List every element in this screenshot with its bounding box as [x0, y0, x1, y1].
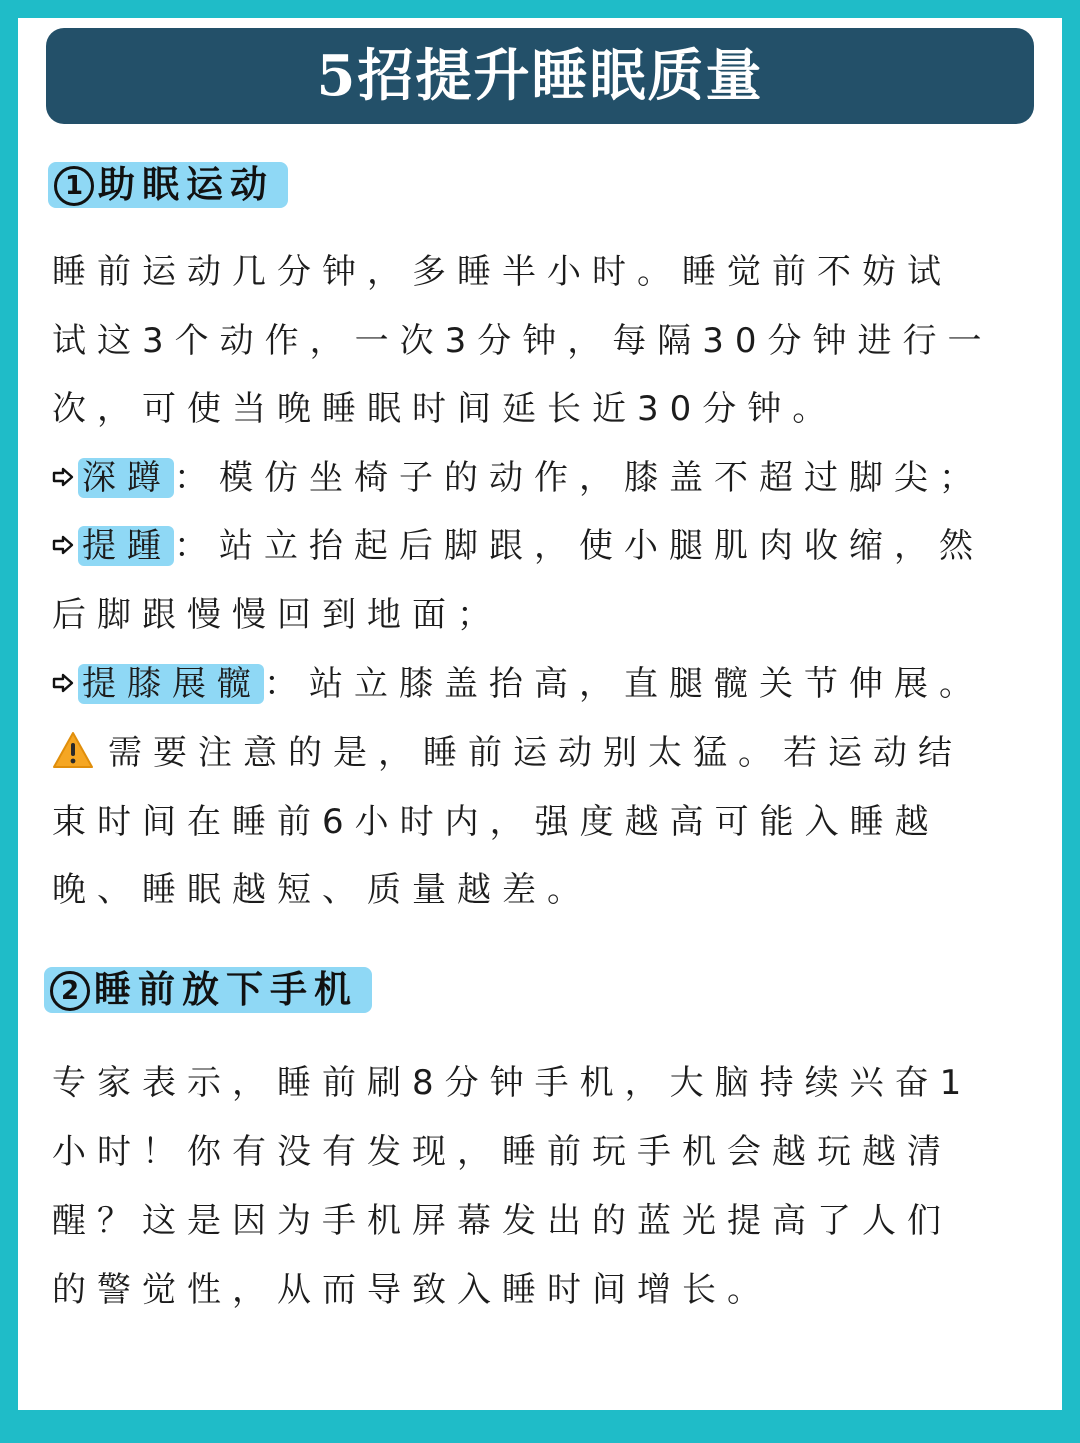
section1-line-1: 睡前运动几分钟，多睡半小时。睡觉前不妨试	[52, 252, 952, 292]
move-desc-heel-raise: ：站立抬起后脚跟，使小腿肌肉收缩，然	[174, 526, 984, 566]
warning-line-2: 束时间在睡前6小时内，强度越高可能入睡越	[52, 802, 940, 842]
circled-number-2: 2	[50, 971, 90, 1011]
warning-line-3: 晚、睡眠越短、质量越差。	[52, 870, 592, 910]
poster	[18, 18, 1062, 1410]
arrow-right-icon	[52, 466, 74, 488]
arrow-right-icon	[52, 672, 74, 694]
warning-text-1: 需要注意的是，睡前运动别太猛。若运动结	[108, 733, 963, 773]
section2-line-2: 小时！你有没有发现，睡前玩手机会越玩越清	[52, 1132, 952, 1172]
section1-line-2: 试这3个动作，一次3分钟，每隔30分钟进行一	[52, 321, 993, 361]
move-name-knee-hip: 提膝展髋	[78, 664, 264, 704]
section2-line-3: 醒？这是因为手机屏幕发出的蓝光提高了人们	[52, 1201, 952, 1241]
arrow-right-icon	[52, 534, 74, 556]
move-name-heel-raise: 提踵	[78, 526, 174, 566]
move-item-heel-raise	[52, 523, 984, 569]
section-heading-2	[44, 967, 372, 1013]
move-desc-knee-hip: ：站立膝盖抬高，直腿髋关节伸展。	[264, 664, 984, 704]
move-item-heel-raise-cont: 后脚跟慢慢回到地面；	[52, 595, 502, 635]
move-name-squat: 深蹲	[78, 458, 174, 498]
section-heading-2-label: 睡前放下手机	[94, 968, 358, 1011]
warning-line-1	[52, 730, 963, 776]
circled-number-1: 1	[54, 166, 94, 206]
section2-line-4: 的警觉性，从而导致入睡时间增长。	[52, 1270, 772, 1310]
section2-line-1: 专家表示，睡前刷8分钟手机，大脑持续兴奋1	[52, 1063, 973, 1103]
section-heading-1-label: 助眠运动	[98, 163, 274, 206]
warning-icon	[52, 730, 94, 770]
move-desc-squat: ：模仿坐椅子的动作，膝盖不超过脚尖；	[174, 458, 984, 498]
section1-line-3: 次，可使当晚睡眠时间延长近30分钟。	[52, 389, 838, 429]
section-heading-1	[48, 162, 288, 208]
move-item-squat	[52, 455, 984, 501]
page-title: 5招提升睡眠质量	[46, 28, 1034, 124]
move-item-knee-hip	[52, 661, 984, 707]
